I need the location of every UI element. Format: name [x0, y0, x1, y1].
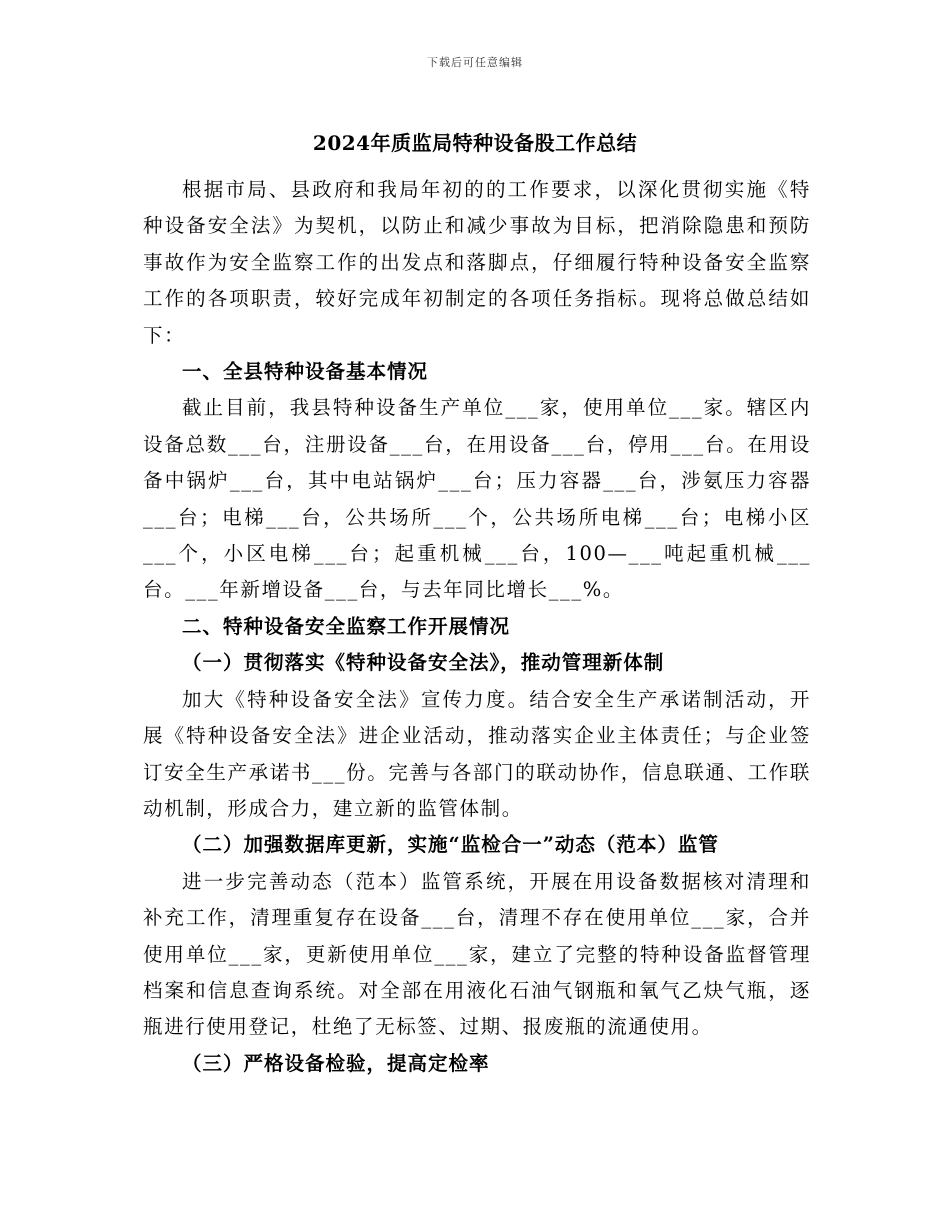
intro-paragraph: 根据市局、县政府和我局年初的的工作要求，以深化贯彻实施《特种设备安全法》为契机，以防止和减少事故为目标，把消除隐患和预防事故作为安全监察工作的出发点和落脚点，仔细履行特种设备安全监察工作的各项职责，较好完成年初制定的各项任务指标。现将总做总结如下： [143, 178, 811, 347]
document-title: 2024年质监局特种设备股工作总结 [312, 131, 638, 155]
section-heading-work-progress: 二、特种设备安全监察工作开展情况 [182, 614, 511, 638]
header-note: 下载后可任意编辑 [427, 56, 523, 69]
subsection-heading-1: （一）贯彻落实《特种设备安全法》，推动管理新体制 [182, 651, 665, 675]
document-body [143, 172, 811, 1082]
basic-situation-paragraph: 截止目前，我县特种设备生产单位___家，使用单位___家。辖区内设备总数___台，注册设备___台，在用设备___台，停用___台。在用设备中锅炉___台，其中电站锅炉___台；压力容器___台，涉氨压力容器___台；电梯___台，公共场所___个，公共场所电梯___台；电梯小区___个，小区电梯___台；起重机械___台，100—___吨起重机械___台。___年新增设备___台，与去年同比增长___%。 [143, 396, 811, 602]
section-heading-basic-situation: 一、全县特种设备基本情况 [182, 360, 429, 384]
subsection-heading-3: （三）严格设备检验，提高定检率 [182, 1051, 490, 1075]
subsection-2-paragraph: 进一步完善动态（范本）监管系统，开展在用设备数据核对清理和补充工作，清理重复存在设备___台，清理不存在使用单位___家，合并使用单位___家，更新使用单位___家，建立了完整的特种设备监督管理档案和信息查询系统。对全部在用液化石油气钢瓶和氧气乙炔气瓶，逐瓶进行使用登记，杜绝了无标签、过期、报废瓶的流通使用。 [143, 869, 811, 1039]
subsection-heading-2: （二）加强数据库更新，实施“监检合一”动态（范本）监管 [182, 833, 719, 857]
subsection-1-paragraph: 加大《特种设备安全法》宣传力度。结合安全生产承诺制活动，开展《特种设备安全法》进企业活动，推动落实企业主体责任；与企业签订安全生产承诺书___份。完善与各部门的联动协作，信息联通、工作联动机制，形成合力，建立新的监管体制。 [143, 687, 811, 820]
